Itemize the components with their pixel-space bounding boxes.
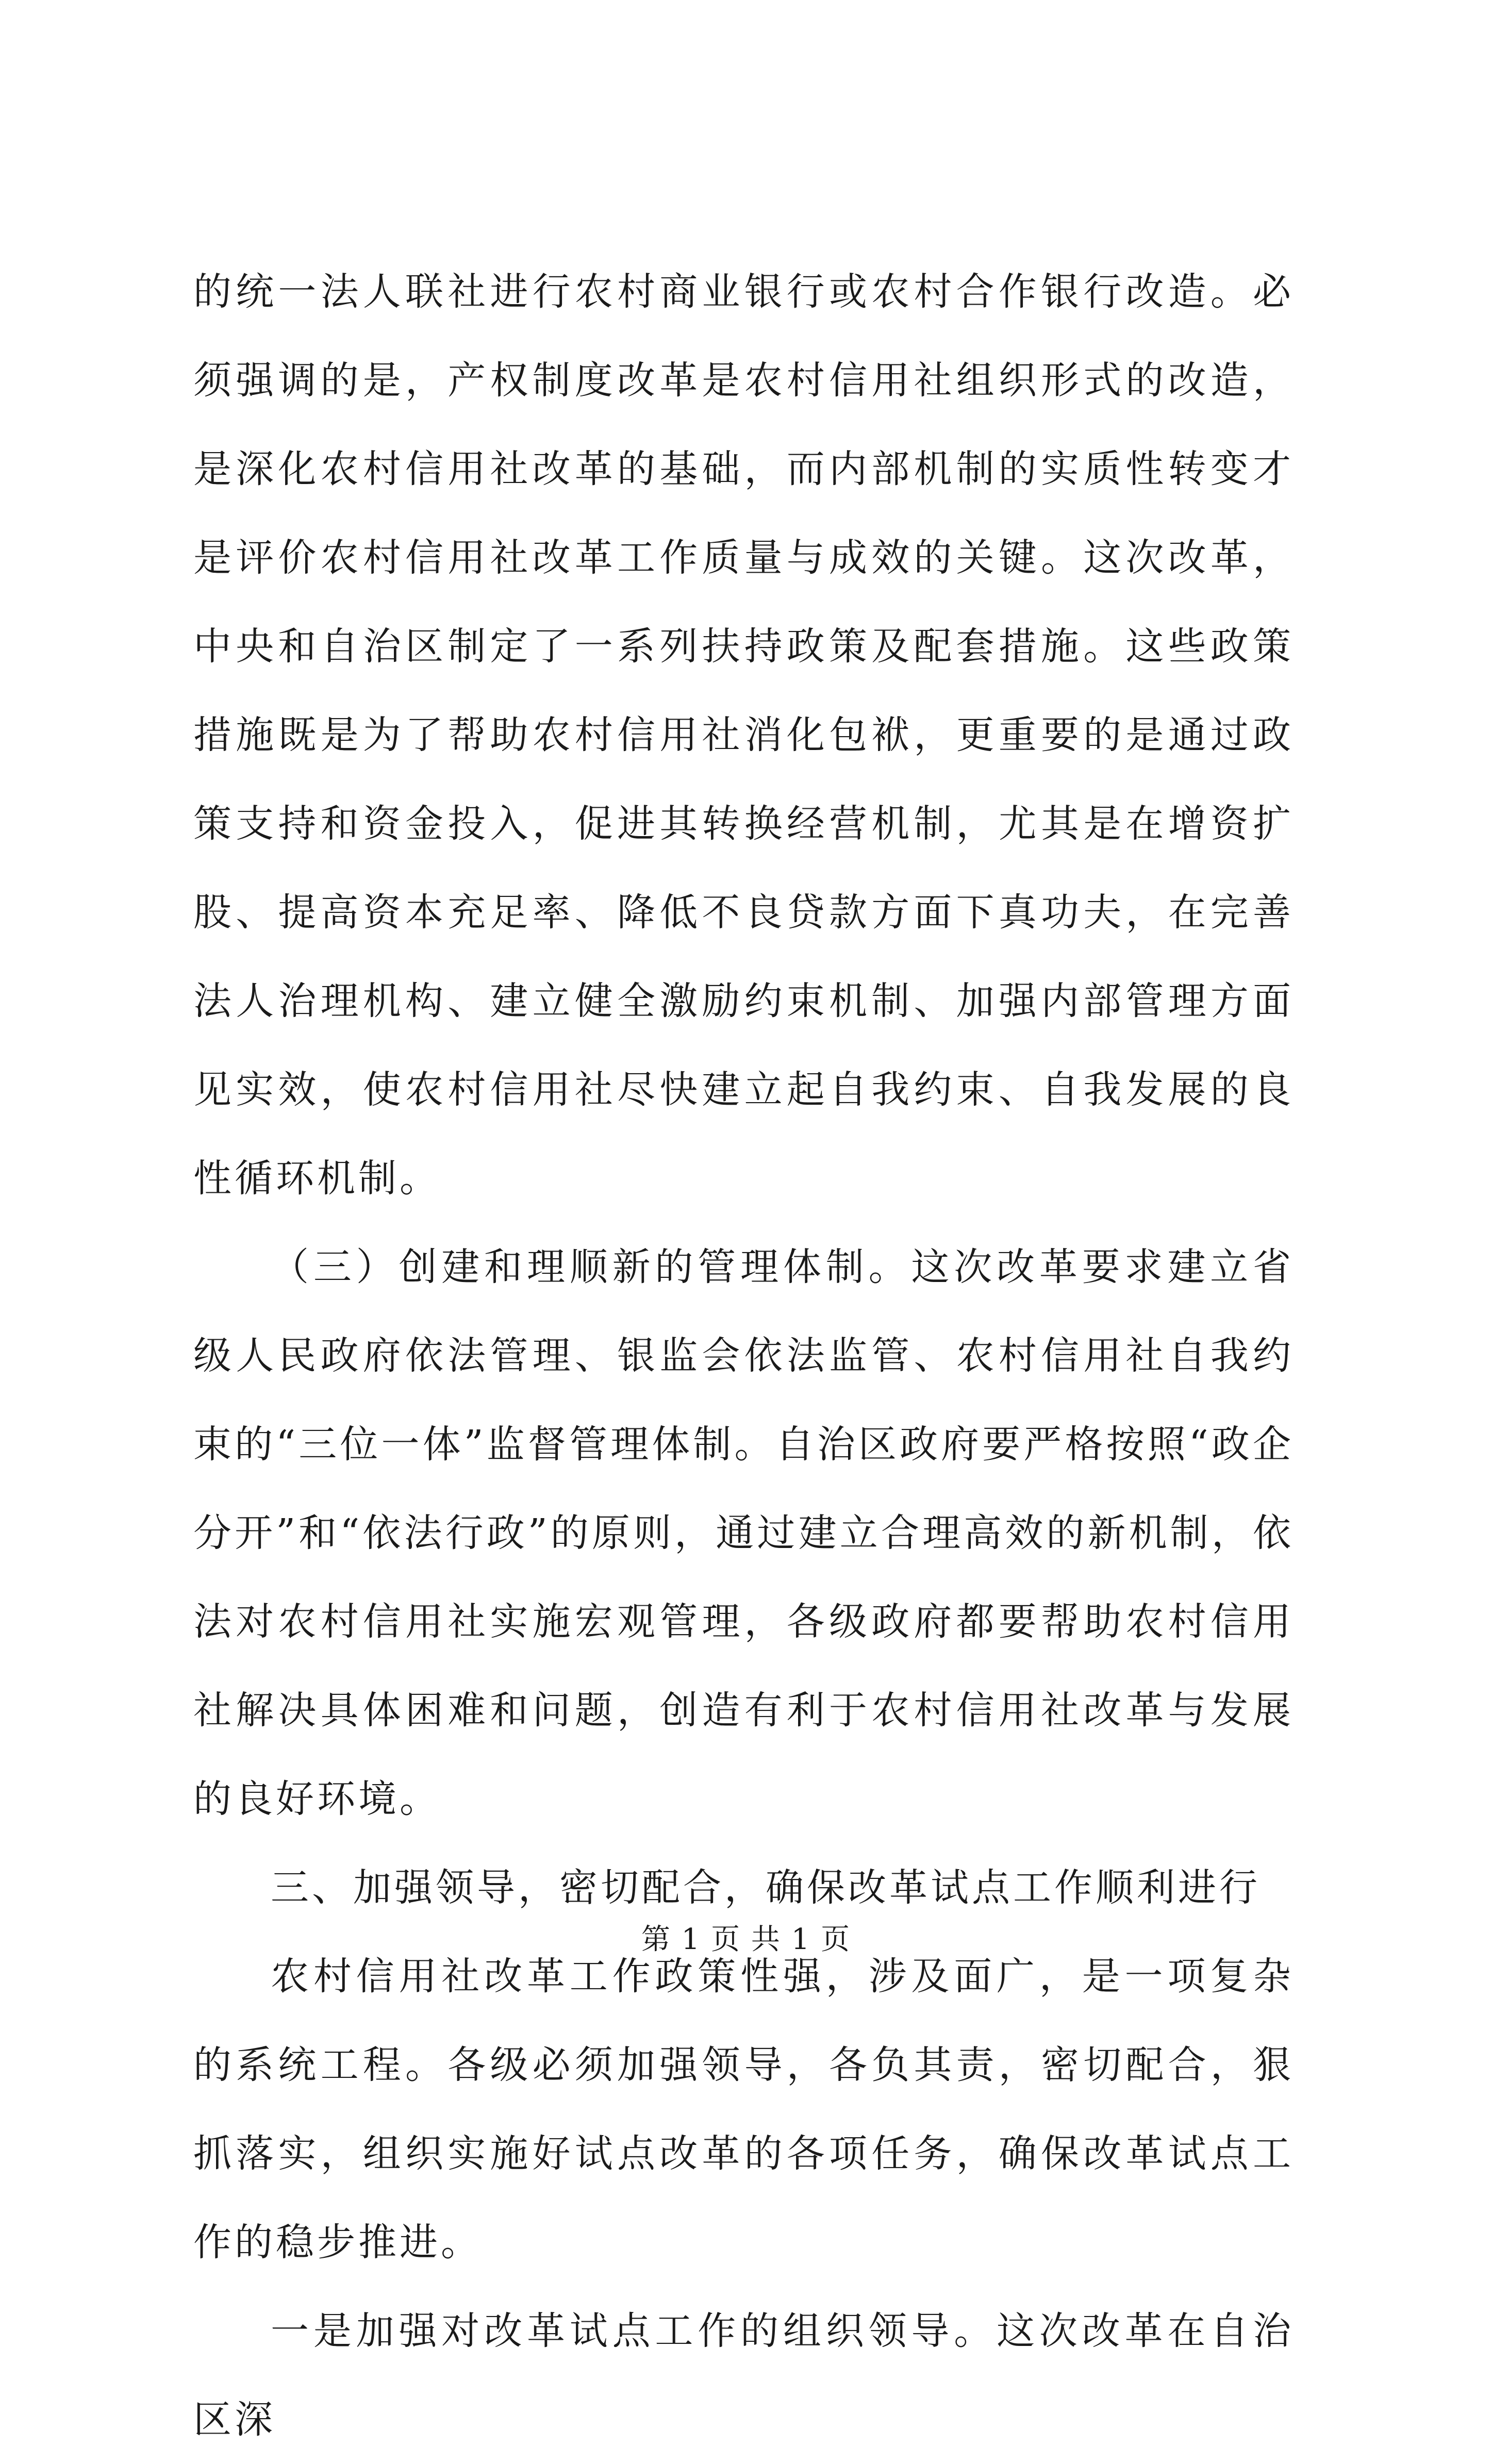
paragraph-management-system: （三）创建和理顺新的管理体制。这次改革要求建立省级人民政府依法管理、银监会依法监管、农村信用社自我约束的“三位一体”监督管理体制。自治区政府要严格按照“政企分开”和“依法行政”的原则，通过建立合理高效的新机制，依法对农村信用社实施宏观管理，各级政府都要帮助农村信用社解决具体困难和问题，创造有利于农村信用社改革与发展的良好环境。 bbox=[193, 1245, 1294, 1821]
page-footer: 第 1 页 共 1 页 bbox=[641, 1923, 851, 1956]
paragraph-reform-property-rights: 的统一法人联社进行农村商业银行或农村合作银行改造。必须强调的是，产权制度改革是农村信用社组织形式的改造，是深化农村信用社改革的基础，而内部机制的实质性转变才是评价农村信用社改革工作质量与成效的关键。这次改革，中央和自治区制定了一系列扶持政策及配套措施。这些政策措施既是为了帮助农村信用社消化包袱，更重要的是通过政策支持和资金投入，促进其转换经营机制，尤其是在增资扩股、提高资本充足率、降低不良贷款方面下真功夫，在完善法人治理机构、建立健全激励约束机制、加强内部管理方面见实效，使农村信用社尽快建立起自我约束、自我发展的良性循环机制。 bbox=[193, 270, 1294, 1201]
paragraph-system-engineering: 农村信用社改革工作政策性强，涉及面广，是一项复杂的系统工程。各级必须加强领导，各负其责，密切配合，狠抓落实，组织实施好试点改革的各项任务，确保改革试点工作的稳步推进。 bbox=[193, 1954, 1294, 2265]
document-body bbox=[193, 247, 1294, 2464]
paragraph-organization-leadership: 一是加强对改革试点工作的组织领导。这次改革在自治区深 bbox=[193, 2309, 1294, 2442]
section-heading-leadership: 三、加强领导，密切配合，确保改革试点工作顺利进行 bbox=[271, 1866, 1261, 1910]
